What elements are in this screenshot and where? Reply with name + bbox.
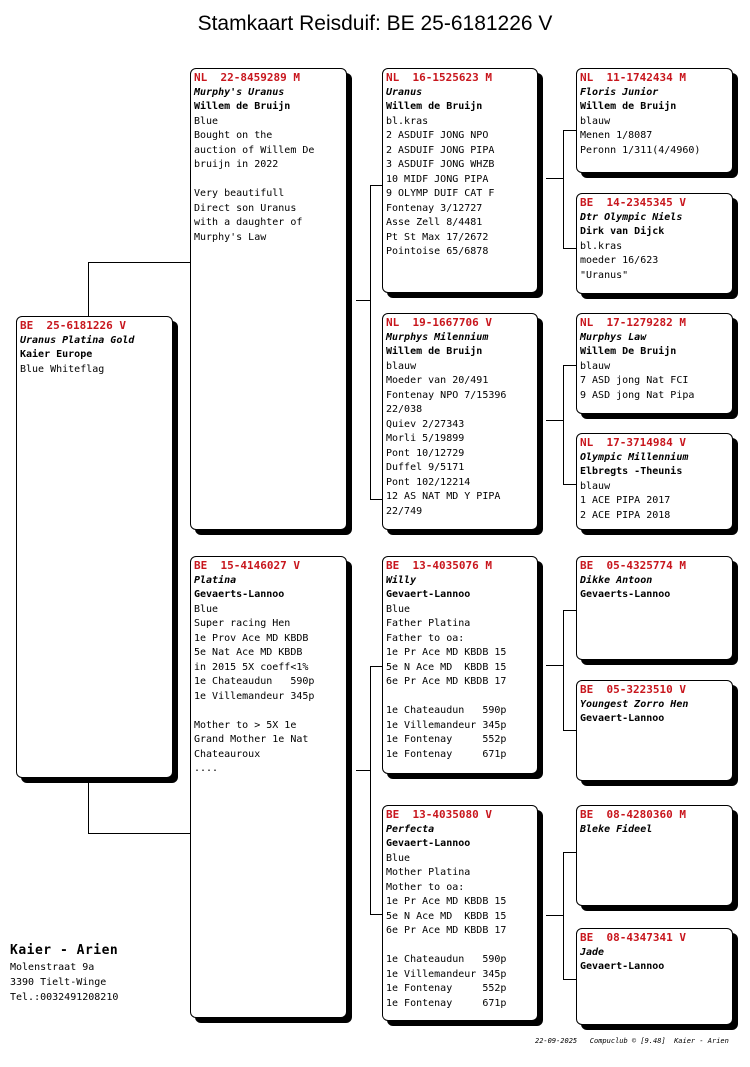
pigeon-info-line: Blue [194,603,219,615]
pigeon-info-line: Grand Mother 1e Nat [194,734,309,745]
pigeon-info-line: with a daughter of [194,217,303,228]
pigeon-name: Platina [194,574,237,586]
pigeon-info-line: 5e N Ace MD KBDB 15 [386,661,507,673]
connector [563,365,564,484]
pigeon-info-line: blauw [580,480,611,492]
pigeon-name: Murphys Milennium [386,331,489,343]
pigeon-card-dds [576,805,733,906]
footer-credit: 22-09-2025 Compuclub © [9.48] Kaier - Arien [535,1037,729,1045]
pigeon-name: Dikke Antoon [580,574,653,586]
pigeon-info-line: Pont 102/12214 [386,476,471,488]
connector [563,852,577,853]
pigeon-info-line: 6e Pr Ace MD KBDB 17 [386,676,507,687]
pigeon-card-ssd [576,193,733,294]
connector [88,262,89,319]
breeder-phone: Tel.:0032491208210 [10,992,119,1003]
pigeon-info-line: 3 ASDUIF JONG WHZB [386,159,495,170]
pigeon-info-line: bruijn in 2022 [194,159,279,170]
pigeon-info-line: Duffel 9/5171 [386,462,465,473]
pigeon-info-line: Quiev 2/27343 [386,418,465,430]
pigeon-info-line: 1e Fontenay 552p [386,983,507,994]
pigeon-info-line [194,704,341,719]
pigeon-info-line: Menen 1/8087 [580,130,653,141]
pigeon-info-line: 1e Pr Ace MD KBDB 15 [386,896,507,907]
pigeon-info-line: Moeder van 20/491 [386,375,489,386]
pigeon-info-line [386,939,532,954]
pigeon-info-line: Direct son Uranus [194,202,297,214]
pigeon-name: Perfecta [386,823,435,835]
pigeon-name: Floris Junior [580,86,659,98]
ring-number: NL 17-1279282 M [580,316,686,329]
pigeon-info-line: 5e Nat Ace MD KBDB [194,647,303,658]
pigeon-name: Jade [580,946,605,958]
connector [356,770,370,771]
connector [563,730,577,731]
pigeon-card-dsd [576,680,733,781]
pigeon-info-line: Father Platina [386,618,471,629]
pigeon-name: Olympic Millennium [580,451,689,463]
pigeon-card-ddd [576,928,733,1025]
pigeon-info-line: Blue [194,115,219,127]
pigeon-info-line: 1e Chateaudun 590p [386,954,507,965]
connector [563,484,577,485]
pigeon-info-line: 9 OLYMP DUIF CAT F [386,188,495,199]
ring-number: BE 13-4035076 M [386,559,492,572]
pigeon-info-line: auction of Willem De [194,144,315,156]
pigeon-info-line: blauw [386,360,417,372]
ring-number: BE 05-4325774 M [580,559,686,572]
pigeon-card-sds [576,313,733,414]
pigeon-owner: Willem de Bruijn [580,101,677,112]
pigeon-name: Willy [386,574,417,586]
pigeon-info-line: Mother to > 5X 1e [194,719,297,731]
pigeon-owner: Gevaert-Lannoo [580,713,665,724]
pigeon-info-line: 1e Villemandeur 345p [386,968,507,980]
pigeon-info-line: in 2015 5X coeff<1% [194,661,309,673]
connector [563,248,577,249]
pigeon-info-line: Father to oa: [386,632,465,644]
pigeon-info-line: moeder 16/623 [580,255,659,266]
pigeon-info-line: 9 ASD jong Nat Pipa [580,389,695,401]
connector [546,420,563,421]
page-title: Stamkaart Reisduif: BE 25-6181226 V [197,12,553,35]
pigeon-info-line: Fontenay NPO 7/15396 [386,389,507,401]
ring-number: NL 16-1525623 M [386,71,492,84]
pigeon-info-line: bl.kras [580,240,623,252]
pigeon-info-line: "Uranus" [580,269,629,281]
pigeon-owner: Gevaert-Lannoo [386,589,471,600]
pigeon-info-line: 1e Villemandeur 345p [386,719,507,731]
breeder-address: Molenstraat 9a [10,962,95,973]
pigeon-info-line: Pointoise 65/6878 [386,246,489,257]
pigeon-name: Youngest Zorro Hen [580,698,689,710]
pigeon-info-line [194,173,341,188]
pigeon-info-line: 7 ASD jong Nat FCI [580,375,689,386]
pigeon-name: Uranus Platina Gold [20,334,135,346]
pigeon-info-line: Super racing Hen [194,618,291,629]
pigeon-card-dam-dam [382,805,538,1021]
connector [546,178,563,179]
pigeon-info-line: Morli 5/19899 [386,433,465,444]
pigeon-info-line: 1e Chateaudun 590p [386,705,507,716]
connector [88,778,89,833]
connector [563,979,577,980]
pigeon-owner: Willem De Bruijn [580,346,677,357]
ring-number: BE 15-4146027 V [194,559,300,572]
pigeon-card-sss [576,68,733,173]
pigeon-owner: Gevaerts-Lannoo [580,589,671,600]
pigeon-info-line: 1 ACE PIPA 2017 [580,495,671,506]
pigeon-owner: Gevaert-Lannoo [386,838,471,849]
pigeon-info-line: 2 ACE PIPA 2018 [580,509,671,521]
pigeon-info-line: Blue Whiteflag [20,363,105,375]
pigeon-name: Murphy's Uranus [194,86,285,98]
pigeon-name: Bleke Fideel [580,823,653,835]
pigeon-card-subject [16,316,173,778]
pigeon-info-line: Pt St Max 17/2672 [386,231,489,243]
connector [563,610,577,611]
pigeon-info-line: Very beautifull [194,188,285,199]
pigeon-card-dam-sire [382,556,538,774]
pigeon-owner: Kaier Europe [20,349,93,360]
pigeon-info-line: Chateauroux [194,748,261,760]
pigeon-info-line: 22/749 [386,505,423,517]
ring-number: BE 13-4035080 V [386,808,492,821]
pigeon-name: Dtr Olympic Niels [580,211,683,223]
ring-number: BE 08-4347341 V [580,931,686,944]
pigeon-info-line: Mother Platina [386,867,471,878]
pigeon-info-line: 1e Fontenay 552p [386,734,507,745]
ring-number: BE 14-2345345 V [580,196,686,209]
connector [563,130,564,248]
pigeon-info-line: 1e Pr Ace MD KBDB 15 [386,647,507,658]
pigeon-owner: Willem de Bruijn [194,101,291,112]
pigeon-info-line: Blue [386,852,411,864]
pigeon-owner: Elbregts -Theunis [580,466,683,477]
pigeon-info-line: 2 ASDUIF JONG PIPA [386,144,495,156]
pigeon-info-line: bl.kras [386,115,429,127]
pigeon-info-line [386,690,532,705]
pigeon-card-sire-sire [382,68,538,293]
pigeon-info-line: Mother to oa: [386,881,465,893]
connector [563,852,564,979]
pigeon-info-line: Peronn 1/311(4/4960) [580,144,701,156]
pigeon-card-dam [190,556,347,1018]
pigeon-info-line: 1e Fontenay 671p [386,748,507,760]
pigeon-info-line: blauw [580,115,611,127]
connector [88,262,191,263]
pigeon-owner: Dirk van Dijck [580,226,665,237]
ring-number: BE 08-4280360 M [580,808,686,821]
pigeon-info-line: 1e Fontenay 671p [386,997,507,1009]
pigeon-info-line: 1e Prov Ace MD KBDB [194,632,309,644]
pigeon-info-line: Blue [386,603,411,615]
breeder-city: 3390 Tielt-Winge [10,977,107,988]
connector [370,666,371,914]
pigeon-name: Uranus [386,86,423,98]
pigeon-info-line: .... [194,763,219,774]
connector [563,610,564,730]
ring-number: BE 05-3223510 V [580,683,686,696]
pigeon-owner: Gevaert-Lannoo [580,961,665,972]
pigeon-info-line: blauw [580,360,611,372]
pigeon-card-dss [576,556,733,660]
ring-number: NL 17-3714984 V [580,436,686,449]
ring-number: NL 11-1742434 M [580,71,686,84]
breeder-name: Kaier - Arien [10,943,119,958]
pigeon-info-line: 1e Villemandeur 345p [194,690,315,702]
pigeon-card-sdd [576,433,733,530]
connector [546,665,563,666]
ring-number: NL 22-8459289 M [194,71,300,84]
ring-number: BE 25-6181226 V [20,319,126,332]
ring-number: NL 19-1667706 V [386,316,492,329]
breeder-info [10,942,118,1005]
connector [88,833,191,834]
pigeon-info-line: 10 MIDF JONG PIPA [386,173,489,185]
pigeon-card-sire [190,68,347,530]
pigeon-card-sire-dam [382,313,538,530]
pigeon-info-line: Murphy's Law [194,231,267,243]
pigeon-info-line: 6e Pr Ace MD KBDB 17 [386,925,507,936]
connector [563,130,577,131]
pigeon-info-line: Bought on the [194,130,273,141]
pigeon-owner: Willem de Bruijn [386,101,483,112]
pigeon-info-line: 2 ASDUIF JONG NPO [386,130,489,141]
pigeon-info-line: 5e N Ace MD KBDB 15 [386,910,507,922]
connector [563,365,577,366]
pigeon-info-line: 1e Chateaudun 590p [194,676,315,687]
pigeon-info-line: Asse Zell 8/4481 [386,217,483,228]
pigeon-info-line: 12 AS NAT MD Y PIPA [386,491,501,502]
connector [356,300,370,301]
pigeon-info-line: Fontenay 3/12727 [386,202,483,214]
connector [370,185,371,499]
pigeon-owner: Willem de Bruijn [386,346,483,357]
pigeon-info-line: 22/038 [386,404,423,415]
connector [546,915,563,916]
pigeon-name: Murphys Law [580,331,647,343]
pigeon-owner: Gevaerts-Lannoo [194,589,285,600]
pigeon-info-line: Pont 10/12729 [386,447,465,459]
